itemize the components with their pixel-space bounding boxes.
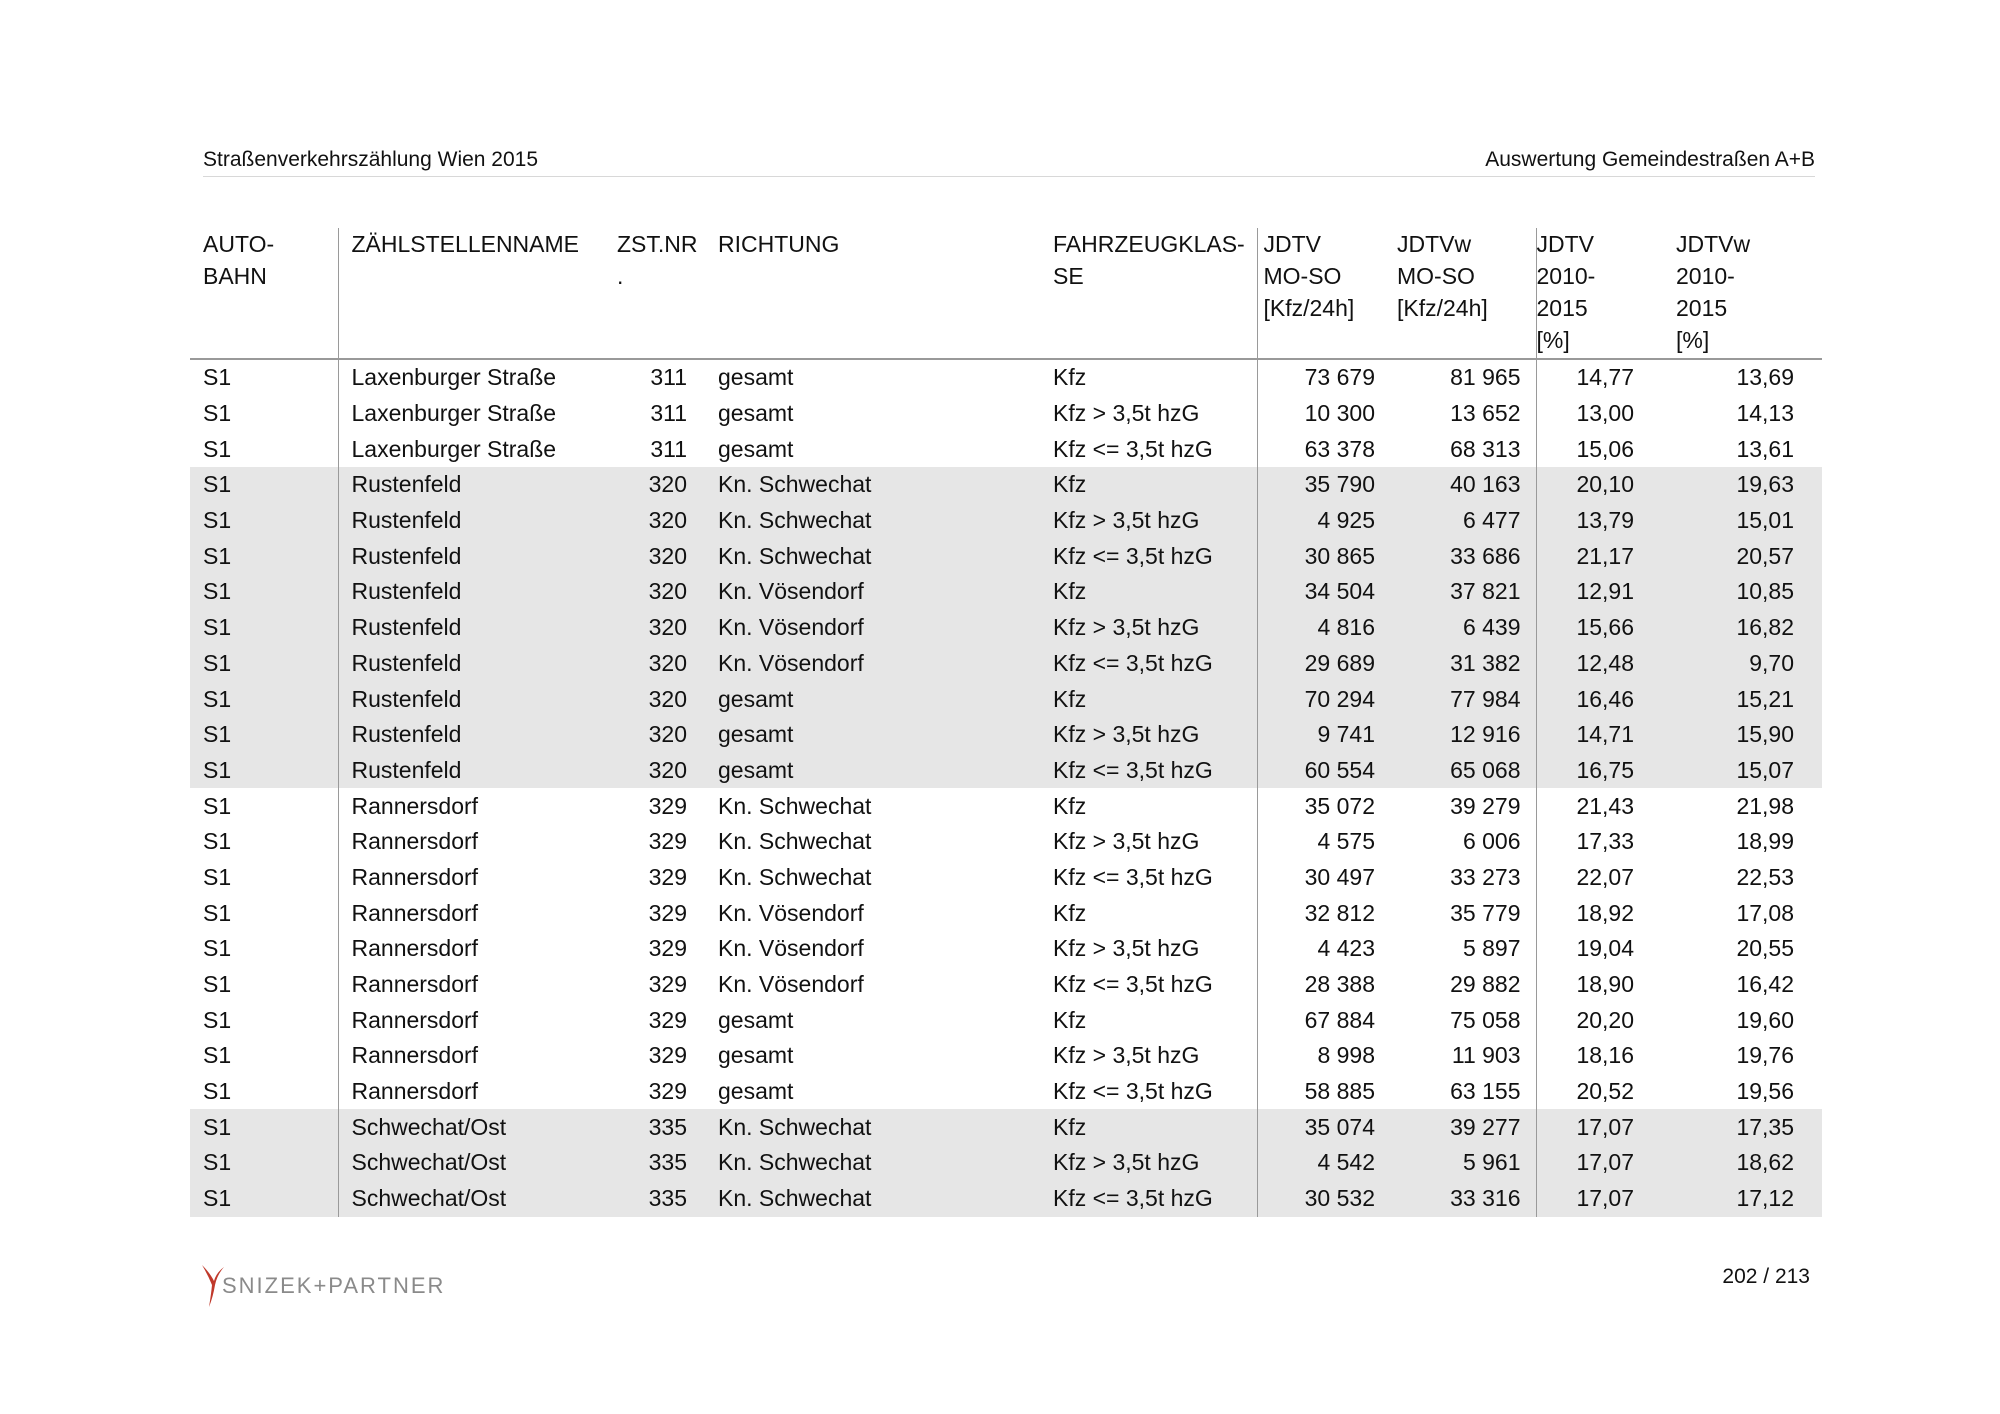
cell-jdtvw-change: 18,62 (1676, 1145, 1822, 1181)
cell-autobahn: S1 (203, 863, 232, 890)
cell-autobahn: S1 (190, 467, 338, 503)
cell-richtung: gesamt (718, 681, 1053, 717)
cell-jdtvw-change: 15,01 (1676, 503, 1822, 539)
cell-jdtvw: 6 477 (1397, 503, 1536, 539)
cell-zst-nr: 320 (612, 574, 718, 610)
cell-autobahn: S1 (190, 610, 338, 646)
cell-jdtvw: 29 882 (1450, 971, 1521, 998)
cell-autobahn: S1 (203, 792, 232, 819)
cell-jdtv: 10 300 (1257, 396, 1397, 432)
cell-jdtv-change: 13,79 (1536, 503, 1676, 539)
cell-jdtv-change: 20,10 (1536, 467, 1676, 503)
cell-richtung: Kn. Schwechat (718, 503, 1053, 539)
cell-zst-nr: 320 (612, 467, 718, 503)
cell-fahrzeugklasse: Kfz <= 3,5t hzG (1053, 863, 1213, 890)
cell-jdtv: 30 532 (1257, 1181, 1397, 1217)
cell-jdtv: 4 816 (1257, 610, 1397, 646)
cell-jdtvw: 81 965 (1450, 364, 1521, 391)
cell-jdtvw: 33 686 (1397, 538, 1536, 574)
traffic-count-table (190, 228, 1822, 1217)
cell-jdtvw: 75 058 (1450, 1006, 1521, 1033)
header-label-line: 2010- (1536, 263, 1596, 289)
cell-zst-nr: 320 (612, 681, 718, 717)
cell-jdtvw-change: 17,12 (1676, 1181, 1822, 1217)
cell-zaehlstellenname: Rannersdorf (338, 1074, 612, 1110)
header-zaehlstellenname (338, 228, 612, 359)
cell-fahrzeugklasse: Kfz <= 3,5t hzG (1053, 1078, 1213, 1105)
cell-jdtv: 35 072 (1257, 788, 1397, 824)
cell-jdtv-change: 17,07 (1536, 1181, 1676, 1217)
cell-autobahn: S1 (190, 681, 338, 717)
cell-richtung: gesamt (718, 1006, 794, 1033)
table-row (190, 1145, 1822, 1181)
cell-jdtv-change: 12,91 (1536, 574, 1676, 610)
cell-jdtvw-change: 17,35 (1676, 1109, 1822, 1145)
cell-jdtv-change: 14,71 (1536, 717, 1676, 753)
cell-autobahn: S1 (203, 400, 232, 427)
cell-fahrzeugklasse: Kfz (1053, 364, 1087, 391)
cell-jdtvw-change: 13,61 (1736, 435, 1794, 462)
cell-jdtvw: 6 439 (1397, 610, 1536, 646)
cell-jdtvw-change: 21,98 (1736, 792, 1794, 819)
cell-autobahn: S1 (190, 717, 338, 753)
table-body (190, 359, 1822, 1217)
cell-autobahn: S1 (190, 753, 338, 789)
cell-jdtvw: 77 984 (1397, 681, 1536, 717)
cell-jdtv: 28 388 (1257, 967, 1397, 1003)
cell-jdtv: 29 689 (1257, 646, 1397, 682)
cell-richtung: Kn. Schwechat (718, 828, 872, 855)
cell-zst-nr: 329 (648, 1078, 687, 1105)
cell-jdtvw: 5 897 (1462, 935, 1521, 962)
cell-richtung: Kn. Schwechat (718, 792, 872, 819)
cell-jdtv-change: 19,04 (1536, 931, 1676, 967)
page-number: 202 / 213 (1722, 1265, 1810, 1288)
cell-jdtv-change: 16,46 (1536, 681, 1676, 717)
cell-fahrzeugklasse: Kfz > 3,5t hzG (1053, 400, 1200, 427)
cell-jdtvw: 13 652 (1450, 400, 1521, 427)
cell-jdtv: 67 884 (1257, 1002, 1397, 1038)
cell-zaehlstellenname: Schwechat/Ost (338, 1109, 612, 1145)
table-row (190, 824, 1822, 860)
header-label-line: 2015 (1676, 295, 1728, 321)
cell-jdtvw: 65 068 (1397, 753, 1536, 789)
cell-zst-nr: 329 (648, 899, 687, 926)
cell-zaehlstellenname: Schwechat/Ost (338, 1181, 612, 1217)
cell-zst-nr: 320 (612, 538, 718, 574)
header-label-line: JDTV (1536, 231, 1594, 257)
cell-fahrzeugklasse: Kfz > 3,5t hzG (1053, 717, 1257, 753)
cell-autobahn: S1 (190, 646, 338, 682)
cell-zst-nr: 311 (650, 435, 687, 462)
cell-autobahn: S1 (190, 1145, 338, 1181)
table-row (190, 467, 1822, 503)
header-zst-nr (612, 228, 718, 359)
cell-zaehlstellenname: Rannersdorf (338, 1038, 612, 1074)
cell-zst-nr: 329 (648, 828, 687, 855)
cell-jdtv: 32 812 (1257, 895, 1397, 931)
header-label-line: RICHTUNG (718, 231, 840, 257)
cell-autobahn: S1 (203, 1078, 232, 1105)
cell-zst-nr: 335 (612, 1145, 718, 1181)
cell-richtung: Kn. Schwechat (718, 863, 872, 890)
cell-jdtv-change: 21,43 (1536, 788, 1676, 824)
header-richtung (718, 228, 1053, 359)
cell-jdtv: 8 998 (1257, 1038, 1397, 1074)
cell-zaehlstellenname: Rustenfeld (338, 538, 612, 574)
cell-zaehlstellenname: Rannersdorf (338, 967, 612, 1003)
cell-zst-nr: 329 (648, 1006, 687, 1033)
cell-zst-nr: 329 (648, 792, 687, 819)
table-row (190, 431, 1822, 467)
cell-jdtvw-change: 17,08 (1736, 899, 1794, 926)
cell-jdtv: 9 741 (1257, 717, 1397, 753)
cell-jdtv-change: 17,07 (1536, 1145, 1676, 1181)
cell-richtung: gesamt (718, 717, 1053, 753)
cell-fahrzeugklasse: Kfz > 3,5t hzG (1053, 610, 1257, 646)
report-section-title: Auswertung Gemeindestraßen A+B (1485, 148, 1815, 171)
cell-autobahn: S1 (203, 435, 232, 462)
cell-fahrzeugklasse: Kfz > 3,5t hzG (1053, 935, 1200, 962)
cell-autobahn: S1 (190, 574, 338, 610)
cell-autobahn: S1 (190, 503, 338, 539)
cell-fahrzeugklasse: Kfz <= 3,5t hzG (1053, 435, 1213, 462)
cell-zst-nr: 320 (612, 646, 718, 682)
cell-fahrzeugklasse: Kfz (1053, 792, 1087, 819)
company-logo (200, 1263, 490, 1309)
cell-jdtv: 35 790 (1257, 467, 1397, 503)
table-row (190, 396, 1822, 432)
cell-jdtv: 35 074 (1257, 1109, 1397, 1145)
cell-jdtv: 70 294 (1257, 681, 1397, 717)
table-row (190, 753, 1822, 789)
cell-jdtv: 4 925 (1257, 503, 1397, 539)
cell-jdtvw: 35 779 (1450, 899, 1521, 926)
table-row (190, 681, 1822, 717)
cell-jdtv: 60 554 (1257, 753, 1397, 789)
header-label-line: FAHRZEUGKLAS- (1053, 231, 1245, 257)
cell-jdtvw-change: 13,69 (1736, 364, 1794, 391)
table-row (190, 359, 1822, 396)
cell-jdtv: 58 885 (1257, 1074, 1397, 1110)
table-row (190, 1038, 1822, 1074)
cell-zaehlstellenname: Rustenfeld (338, 574, 612, 610)
cell-fahrzeugklasse: Kfz (1053, 899, 1087, 926)
cell-jdtvw-change: 19,60 (1736, 1006, 1794, 1033)
header-label-line: JDTVw (1676, 231, 1751, 257)
cell-richtung: Kn. Vösendorf (718, 574, 1053, 610)
cell-jdtv: 4 423 (1257, 931, 1397, 967)
cell-zaehlstellenname: Laxenburger Straße (338, 396, 612, 432)
cell-zaehlstellenname: Rannersdorf (338, 1002, 612, 1038)
cell-jdtv-change: 15,06 (1536, 431, 1676, 467)
header-autobahn (190, 228, 338, 359)
cell-jdtvw: 40 163 (1397, 467, 1536, 503)
cell-fahrzeugklasse: Kfz (1053, 1109, 1257, 1145)
cell-zaehlstellenname: Schwechat/Ost (338, 1145, 612, 1181)
cell-jdtv: 4 575 (1257, 824, 1397, 860)
cell-fahrzeugklasse: Kfz > 3,5t hzG (1053, 1042, 1200, 1069)
cell-jdtvw-change: 14,13 (1736, 400, 1794, 427)
cell-fahrzeugklasse: Kfz > 3,5t hzG (1053, 828, 1200, 855)
cell-jdtv: 30 865 (1257, 538, 1397, 574)
cell-jdtvw-change: 19,76 (1736, 1042, 1794, 1069)
cell-autobahn: S1 (203, 1042, 232, 1069)
cell-jdtv-change: 20,20 (1536, 1002, 1676, 1038)
cell-fahrzeugklasse: Kfz (1053, 574, 1257, 610)
cell-jdtvw-change: 18,99 (1736, 828, 1794, 855)
cell-zaehlstellenname: Rustenfeld (338, 646, 612, 682)
cell-jdtvw-change: 15,07 (1676, 753, 1822, 789)
cell-jdtvw-change: 9,70 (1676, 646, 1822, 682)
cell-richtung: gesamt (718, 1078, 794, 1105)
cell-jdtvw-change: 19,56 (1736, 1078, 1794, 1105)
cell-jdtv: 34 504 (1257, 574, 1397, 610)
cell-richtung: Kn. Schwechat (718, 467, 1053, 503)
cell-richtung: Kn. Vösendorf (718, 610, 1053, 646)
cell-jdtvw: 39 279 (1450, 792, 1521, 819)
cell-richtung: gesamt (718, 1042, 794, 1069)
table-row (190, 1002, 1822, 1038)
cell-richtung: Kn. Vösendorf (718, 971, 864, 998)
cell-zaehlstellenname: Rannersdorf (338, 824, 612, 860)
cell-autobahn: S1 (203, 899, 232, 926)
header-label-line: 2015 (1536, 295, 1588, 321)
cell-zaehlstellenname: Rannersdorf (338, 895, 612, 931)
cell-jdtv-change: 20,52 (1536, 1074, 1676, 1110)
cell-autobahn: S1 (190, 1181, 338, 1217)
cell-richtung: Kn. Vösendorf (718, 899, 864, 926)
header-label-line: ZST.NR (617, 231, 698, 257)
cell-jdtv-change: 18,92 (1536, 895, 1676, 931)
header-label-line: [Kfz/24h] (1397, 295, 1488, 321)
cell-jdtvw: 33 316 (1397, 1181, 1536, 1217)
cell-jdtv-change: 21,17 (1536, 538, 1676, 574)
cell-zst-nr: 329 (648, 935, 687, 962)
cell-richtung: gesamt (718, 364, 794, 391)
header-jdtvw-change (1676, 228, 1822, 359)
cell-jdtv-change: 18,90 (1536, 967, 1676, 1003)
cell-richtung: Kn. Schwechat (718, 1109, 1053, 1145)
cell-autobahn: S1 (203, 971, 232, 998)
cell-jdtvw-change: 22,53 (1736, 863, 1794, 890)
cell-fahrzeugklasse: Kfz <= 3,5t hzG (1053, 646, 1257, 682)
header-label-line: [%] (1536, 327, 1570, 353)
table-row (190, 1181, 1822, 1217)
cell-jdtvw: 5 961 (1397, 1145, 1536, 1181)
cell-jdtv-change: 17,07 (1536, 1109, 1676, 1145)
cell-zaehlstellenname: Rustenfeld (338, 681, 612, 717)
table-row (190, 503, 1822, 539)
cell-jdtv-change: 14,77 (1536, 359, 1676, 396)
cell-jdtv: 4 542 (1257, 1145, 1397, 1181)
cell-richtung: Kn. Vösendorf (718, 935, 864, 962)
cell-zst-nr: 320 (612, 610, 718, 646)
document-title: Straßenverkehrszählung Wien 2015 (203, 148, 539, 171)
cell-zst-nr: 335 (612, 1181, 718, 1217)
cell-zaehlstellenname: Rannersdorf (338, 931, 612, 967)
logo-mark-shape (202, 1265, 224, 1307)
table-header-row (190, 228, 1822, 359)
table-row (190, 646, 1822, 682)
cell-jdtvw-change: 16,42 (1736, 971, 1794, 998)
cell-jdtvw: 31 382 (1397, 646, 1536, 682)
table-row (190, 895, 1822, 931)
table-row (190, 574, 1822, 610)
cell-zst-nr: 320 (612, 717, 718, 753)
header-fahrzeugklasse (1053, 228, 1257, 359)
cell-richtung: Kn. Schwechat (718, 1181, 1053, 1217)
header-label-line: ZÄHLSTELLENNAME (351, 231, 580, 257)
cell-jdtvw: 37 821 (1397, 574, 1536, 610)
table-row (190, 860, 1822, 896)
cell-fahrzeugklasse: Kfz <= 3,5t hzG (1053, 971, 1213, 998)
cell-fahrzeugklasse: Kfz <= 3,5t hzG (1053, 1181, 1257, 1217)
cell-zaehlstellenname: Rannersdorf (338, 788, 612, 824)
cell-zaehlstellenname: Rustenfeld (338, 610, 612, 646)
header-label-line: [%] (1676, 327, 1710, 353)
table-row (190, 967, 1822, 1003)
cell-fahrzeugklasse: Kfz (1053, 467, 1257, 503)
cell-jdtvw-change: 16,82 (1676, 610, 1822, 646)
table-row (190, 1074, 1822, 1110)
logo-text: SNIZEK+PARTNER (222, 1273, 446, 1298)
cell-fahrzeugklasse: Kfz <= 3,5t hzG (1053, 753, 1257, 789)
table-row (190, 717, 1822, 753)
cell-jdtvw: 39 277 (1397, 1109, 1536, 1145)
cell-zst-nr: 335 (612, 1109, 718, 1145)
header-label-line: [Kfz/24h] (1263, 295, 1355, 321)
cell-jdtv: 63 378 (1257, 431, 1397, 467)
cell-jdtv-change: 16,75 (1536, 753, 1676, 789)
cell-jdtvw-change: 20,57 (1676, 538, 1822, 574)
cell-jdtv: 73 679 (1257, 359, 1397, 396)
table-row (190, 610, 1822, 646)
cell-zaehlstellenname: Laxenburger Straße (338, 359, 612, 396)
cell-zst-nr: 329 (648, 971, 687, 998)
cell-zaehlstellenname: Rustenfeld (338, 717, 612, 753)
cell-fahrzeugklasse: Kfz > 3,5t hzG (1053, 503, 1257, 539)
page-header (203, 146, 1815, 177)
cell-jdtv-change: 22,07 (1536, 860, 1676, 896)
cell-zst-nr: 311 (650, 364, 687, 391)
cell-fahrzeugklasse: Kfz (1053, 681, 1257, 717)
header-jdtvw (1397, 228, 1536, 359)
cell-autobahn: S1 (203, 828, 232, 855)
header-label-line: MO-SO (1263, 263, 1342, 289)
table-row (190, 931, 1822, 967)
cell-richtung: Kn. Vösendorf (718, 646, 1053, 682)
cell-autobahn: S1 (190, 538, 338, 574)
cell-richtung: Kn. Schwechat (718, 1145, 1053, 1181)
header-label-line: JDTVw (1397, 231, 1472, 257)
cell-richtung: gesamt (718, 400, 794, 427)
header-label-line: MO-SO (1397, 263, 1475, 289)
cell-autobahn: S1 (203, 1006, 232, 1033)
header-label-line: 2010- (1676, 263, 1735, 289)
cell-zst-nr: 329 (648, 863, 687, 890)
cell-fahrzeugklasse: Kfz > 3,5t hzG (1053, 1145, 1257, 1181)
header-jdtv-change (1536, 228, 1676, 359)
cell-jdtv-change: 18,16 (1536, 1038, 1676, 1074)
cell-jdtvw: 63 155 (1450, 1078, 1521, 1105)
table-row (190, 1109, 1822, 1145)
cell-jdtv-change: 12,48 (1536, 646, 1676, 682)
cell-jdtvw: 11 903 (1451, 1042, 1521, 1069)
cell-zaehlstellenname: Laxenburger Straße (338, 431, 612, 467)
cell-jdtv: 30 497 (1257, 860, 1397, 896)
cell-zst-nr: 320 (612, 503, 718, 539)
cell-jdtvw: 6 006 (1462, 828, 1521, 855)
cell-autobahn: S1 (203, 364, 232, 391)
cell-jdtvw: 12 916 (1397, 717, 1536, 753)
cell-fahrzeugklasse: Kfz <= 3,5t hzG (1053, 538, 1257, 574)
cell-zaehlstellenname: Rustenfeld (338, 467, 612, 503)
header-label-line: AUTO- (203, 231, 275, 257)
header-jdtv (1257, 228, 1397, 359)
header-label-line: SE (1053, 263, 1084, 289)
cell-jdtvw-change: 15,21 (1676, 681, 1822, 717)
cell-autobahn: S1 (190, 1109, 338, 1145)
cell-zst-nr: 320 (612, 753, 718, 789)
header-label-line: JDTV (1263, 231, 1321, 257)
cell-zst-nr: 311 (650, 400, 687, 427)
cell-fahrzeugklasse: Kfz (1053, 1006, 1087, 1033)
header-label-line: BAHN (203, 263, 267, 289)
cell-jdtvw: 33 273 (1450, 863, 1521, 890)
cell-jdtvw-change: 20,55 (1736, 935, 1794, 962)
header-label-line: . (617, 263, 624, 289)
cell-jdtvw-change: 10,85 (1676, 574, 1822, 610)
cell-autobahn: S1 (203, 935, 232, 962)
cell-jdtvw: 68 313 (1450, 435, 1521, 462)
cell-zaehlstellenname: Rustenfeld (338, 503, 612, 539)
cell-richtung: Kn. Schwechat (718, 538, 1053, 574)
cell-zaehlstellenname: Rannersdorf (338, 860, 612, 896)
cell-jdtv-change: 13,00 (1536, 396, 1676, 432)
cell-zaehlstellenname: Rustenfeld (338, 753, 612, 789)
cell-richtung: gesamt (718, 753, 1053, 789)
cell-jdtvw-change: 15,90 (1676, 717, 1822, 753)
cell-jdtv-change: 15,66 (1536, 610, 1676, 646)
table-row (190, 538, 1822, 574)
cell-jdtvw-change: 19,63 (1676, 467, 1822, 503)
table-row (190, 788, 1822, 824)
cell-zst-nr: 329 (648, 1042, 687, 1069)
cell-richtung: gesamt (718, 435, 794, 462)
cell-jdtv-change: 17,33 (1536, 824, 1676, 860)
